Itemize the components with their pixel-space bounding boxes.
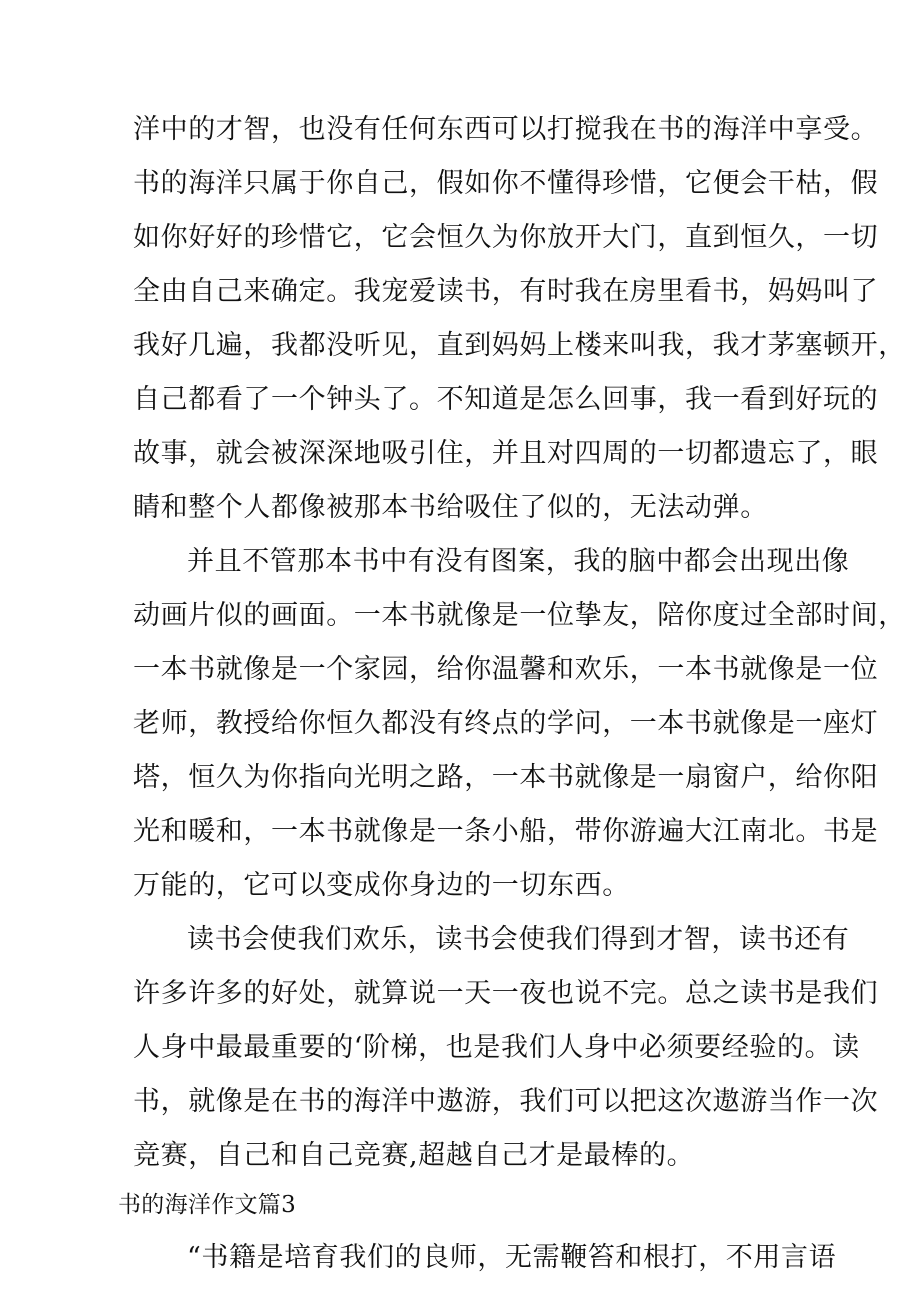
text-line: 动画片似的画面。一本书就像是一位挚友，陪你度过全部时间， — [133, 600, 906, 631]
text-line: 睛和整个人都像被那本书给吸住了似的，无法动弹。 — [133, 492, 768, 523]
text-line: “书籍是培育我们的良师，无需鞭笞和根打，不用言语 — [187, 1242, 837, 1273]
section-heading: 书的海洋作文篇3 — [118, 1192, 297, 1218]
text-line: 塔，恒久为你指向光明之路，一本书就像是一扇窗户，给你阳 — [133, 762, 879, 793]
text-line: 读书会使我们欢乐，读书会使我们得到才智，读书还有 — [187, 924, 850, 955]
text-line: 全由自己来确定。我宠爱读书，有时我在房里看书，妈妈叫了 — [133, 276, 879, 307]
text-line: 洋中的才智，也没有任何东西可以打搅我在书的海洋中享受。 — [133, 114, 879, 145]
text-line: 书的海洋只属于你自己，假如你不懂得珍惜，它便会干枯，假 — [133, 168, 879, 199]
text-line: 竞赛，自己和自己竞赛,超越自己才是最棒的。 — [133, 1140, 695, 1171]
text-line: 万能的，它可以变成你身边的一切东西。 — [133, 870, 630, 901]
text-line: 许多许多的好处，就算说一天一夜也说不完。总之读书是我们 — [133, 978, 879, 1009]
text-line: 人身中最最重要的‘阶梯，也是我们人身中必须要经验的。读 — [133, 1032, 860, 1063]
text-line: 自己都看了一个钟头了。不知道是怎么回事，我一看到好玩的 — [133, 384, 879, 415]
text-line: 如你好好的珍惜它，它会恒久为你放开大门，直到恒久，一切 — [133, 222, 879, 253]
text-line: 老师，教授给你恒久都没有终点的学问，一本书就像是一座灯 — [133, 708, 879, 739]
text-line: 光和暖和，一本书就像是一条小船，带你游遍大江南北。书是 — [133, 816, 879, 847]
text-line: 书，就像是在书的海洋中遨游，我们可以把这次遨游当作一次 — [133, 1086, 879, 1117]
text-line: 我好几遍，我都没听见，直到妈妈上楼来叫我，我才茅塞顿开， — [133, 330, 906, 361]
text-line: 故事，就会被深深地吸引住，并且对四周的一切都遗忘了，眼 — [133, 438, 879, 469]
text-line: 并且不管那本书中有没有图案，我的脑中都会出现出像 — [187, 546, 850, 577]
text-line: 一本书就像是一个家园，给你温馨和欢乐，一本书就像是一位 — [133, 654, 879, 685]
